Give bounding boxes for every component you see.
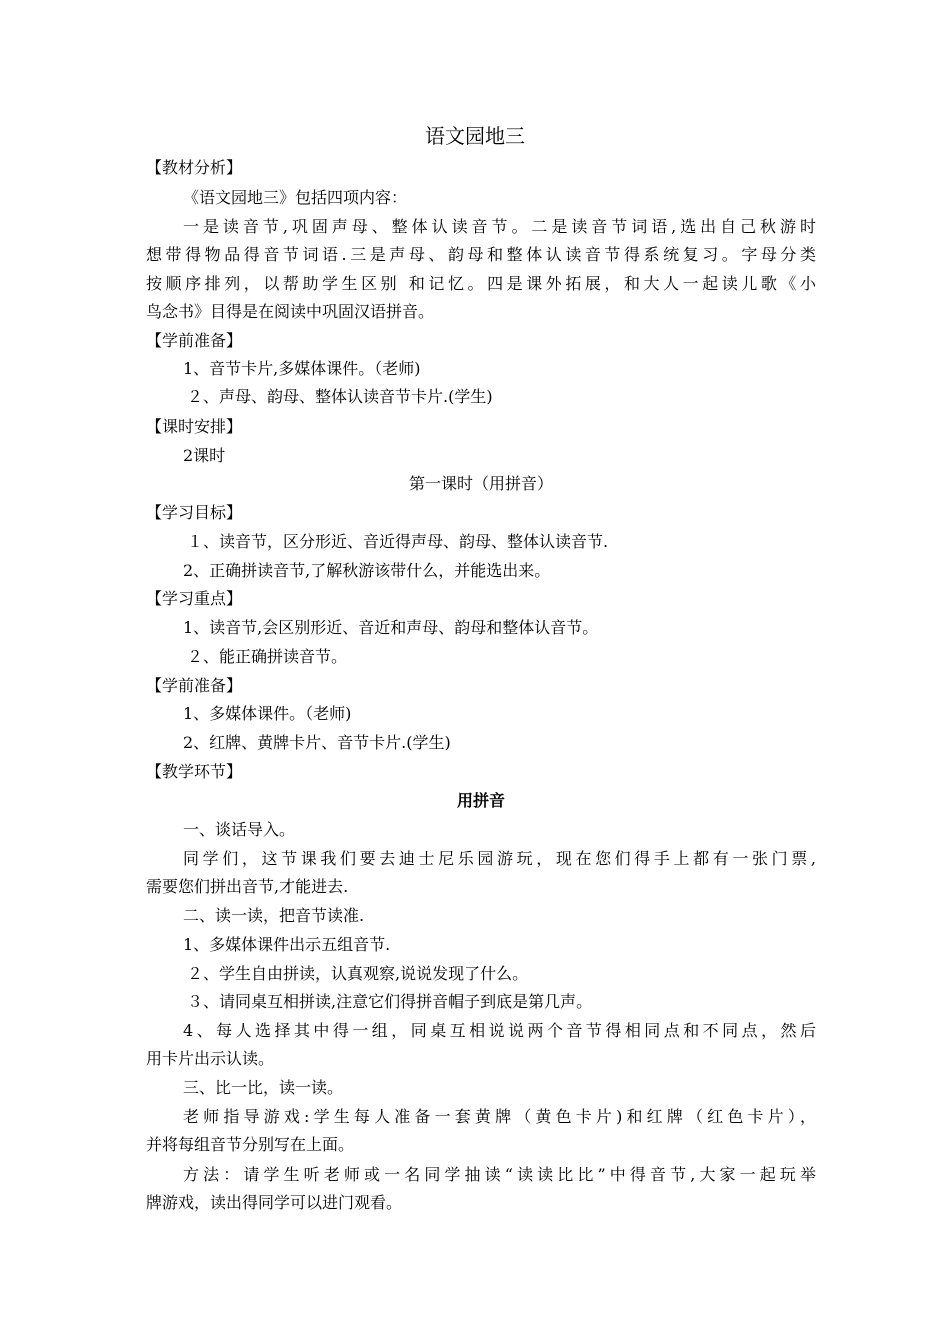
analysis-paragraph-line-1: 一是读音节,巩固声母、整体认读音节。二是读音节词语,选出自己秋游时 (183, 217, 816, 236)
goal-item-2: 2、正确拼读音节,了解秋游该带什么，并能选出来。 (183, 561, 551, 580)
goal-item-1: １、读音节，区分形近、音近得声母、韵母、整体认读音节. (187, 532, 609, 551)
focus-item-1: 1、读音节,会区别形近、音近和声母、韵母和整体认音节。 (183, 618, 599, 637)
section-heading-prep-1: 【学前准备】 (146, 331, 243, 350)
analysis-intro: 《语文园地三》包括四项内容： (183, 188, 408, 207)
step-2-item-2: ２、学生自由拼读，认真观察,说说发现了什么。 (187, 964, 529, 983)
step-2-item-4-line-1: 4、每人选择其中得一组，同桌互相说说两个音节得相同点和不同点，然后 (183, 1021, 816, 1040)
step-1-title: 一、谈话导入。 (183, 820, 296, 839)
step-2-item-1: 1、多媒体课件出示五组音节. (183, 935, 391, 954)
focus-item-2: ２、能正确拼读音节。 (187, 647, 348, 666)
step-1-text-line-2: 需要您们拼出音节,才能进去. (146, 877, 349, 896)
step-2-item-3: ３、请同桌互相拼读,注意它们得拼音帽子到底是第几声。 (187, 992, 593, 1011)
section-heading-schedule: 【课时安排】 (146, 417, 243, 436)
step-3-game-line-2: 并将每组音节分别写在上面。 (146, 1135, 355, 1154)
section-heading-analysis: 【教材分析】 (146, 158, 243, 177)
prep-2-item-2: 2、红牌、黄牌卡片、音节卡片.(学生) (183, 733, 451, 752)
section-heading-teaching: 【教学环节】 (146, 762, 243, 781)
section-heading-prep-2: 【学前准备】 (146, 676, 243, 695)
lesson-1-heading: 第一课时（用拼音） (408, 474, 553, 493)
step-3-method-line-2: 牌游戏，读出得同学可以进门观看。 (146, 1193, 403, 1212)
step-3-title: 三、比一比，读一读。 (183, 1078, 344, 1097)
step-2-item-4-line-2: 用卡片出示认读。 (146, 1049, 275, 1068)
teaching-subtitle: 用拼音 (456, 791, 505, 810)
section-heading-focus: 【学习重点】 (146, 589, 243, 608)
step-3-method-line-1: 方法：请学生听老师或一名同学抽读“读读比比”中得音节,大家一起玩举 (183, 1165, 816, 1184)
document-title: 语文园地三 (425, 124, 525, 148)
step-1-text-line-1: 同学们，这节课我们要去迪士尼乐园游玩，现在您们得手上都有一张门票, (183, 849, 816, 868)
prep-2-item-1: 1、多媒体课件。（老师) (183, 704, 352, 723)
prep-1-item-2: ２、声母、韵母、整体认读音节卡片.(学生) (187, 387, 493, 406)
prep-1-item-1: 1、音节卡片,多媒体课件。（老师) (183, 359, 421, 378)
analysis-paragraph-line-2: 想带得物品得音节词语.三是声母、韵母和整体认读音节得系统复习。字母分类 (146, 245, 816, 264)
step-2-title: 二、读一读，把音节读准. (183, 906, 365, 925)
analysis-paragraph-line-3: 按顺序排列，以帮助学生区别 和记忆。四是课外拓展，和大人一起读儿歌《小 (146, 274, 816, 293)
section-heading-goals: 【学习目标】 (146, 503, 243, 522)
analysis-paragraph-line-4: 鸟念书》目得是在阅读中巩固汉语拼音。 (146, 302, 435, 321)
step-3-game-line-1: 老师指导游戏:学生每人准备一套黄牌（黄色卡片)和红牌（红色卡片）， (183, 1107, 816, 1126)
schedule-value: 2课时 (183, 446, 226, 465)
